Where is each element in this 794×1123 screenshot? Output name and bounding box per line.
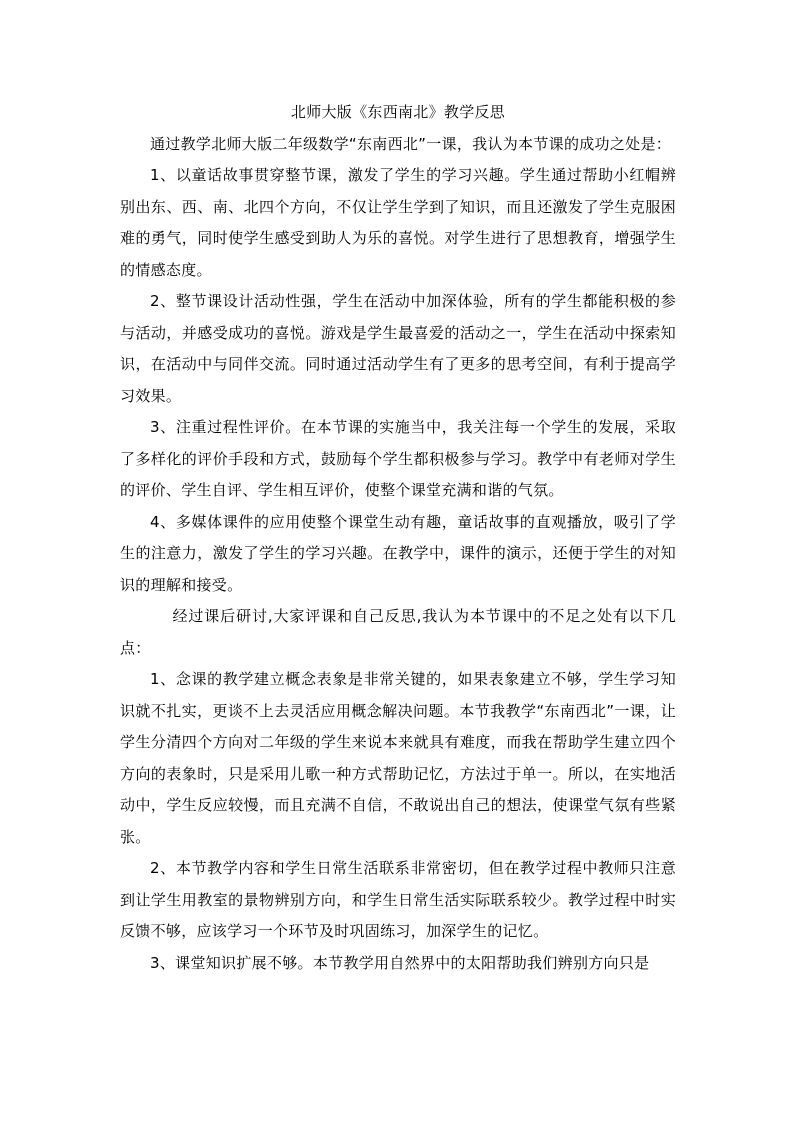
success-point-2: 2、整节课设计活动性强，学生在活动中加深体验，所有的学生都能积极的参与活动，并感受成功的喜悦。游戏是学生最喜爱的活动之一，学生在活动中探索知识，在活动中与同伴交流。同时通过活动学生有了更多的思考空间，有利于提高学习效果。 <box>120 292 676 405</box>
document-title: 北师大版《东西南北》教学反思 <box>290 103 506 121</box>
success-point-4: 4、多媒体课件的应用使整个课堂生动有趣，童话故事的直观播放，吸引了学生的注意力，激发了学生的学习兴趣。在教学中，课件的演示，还便于学生的对知识的理解和接受。 <box>120 512 676 594</box>
success-point-1: 1、以童话故事贯穿整节课，激发了学生的学习兴趣。学生通过帮助小红帽辨别出东、西、南、北四个方向，不仅让学生学到了知识，而且还激发了学生克服困难的勇气，同时使学生感受到助人为乐的喜悦。对学生进行了思想教育，增强学生的情感态度。 <box>120 166 676 279</box>
shortcoming-point-1: 1、念课的教学建立概念表象是非常关键的，如果表象建立不够，学生学习知识就不扎实，更谈不上去灵活应用概念解决问题。本节我教学“东南西北”一课，让学生分清四个方向对二年级的学生来说本来就具有难度，而我在帮助学生建立四个方向的表象时，只是采用儿歌一种方式帮助记忆，方法过于单一。所以，在实地活动中，学生反应较慢，而且充满不自信，不敢说出自己的想法，使课堂气氛有些紧张。 <box>120 670 676 846</box>
shortcoming-point-3: 3、课堂知识扩展不够。本节教学用自然界中的太阳帮助我们辨别方向只是 <box>150 953 650 972</box>
intro-paragraph: 通过教学北师大版二年级数学“东南西北”一课，我认为本节课的成功之处是： <box>150 134 672 153</box>
document-body <box>120 97 676 979</box>
shortcomings-intro: 经过课后研讨,大家评课和自己反思,我认为本节课中的不足之处有以下几点： <box>120 607 676 657</box>
shortcoming-point-2: 2、本节教学内容和学生日常生活联系非常密切，但在教学过程中教师只注意到让学生用教室的景物辨别方向，和学生日常生活实际联系较少。教学过程中时实反馈不够，应该学习一个环节及时巩固练习，加深学生的记忆。 <box>120 859 676 940</box>
success-point-3: 3、注重过程性评价。在本节课的实施当中，我关注每一个学生的发展，采取了多样化的评价手段和方式，鼓励每个学生都积极参与学习。教学中有老师对学生的评价、学生自评、学生相互评价，使整个课堂充满和谐的气氛。 <box>120 418 676 499</box>
